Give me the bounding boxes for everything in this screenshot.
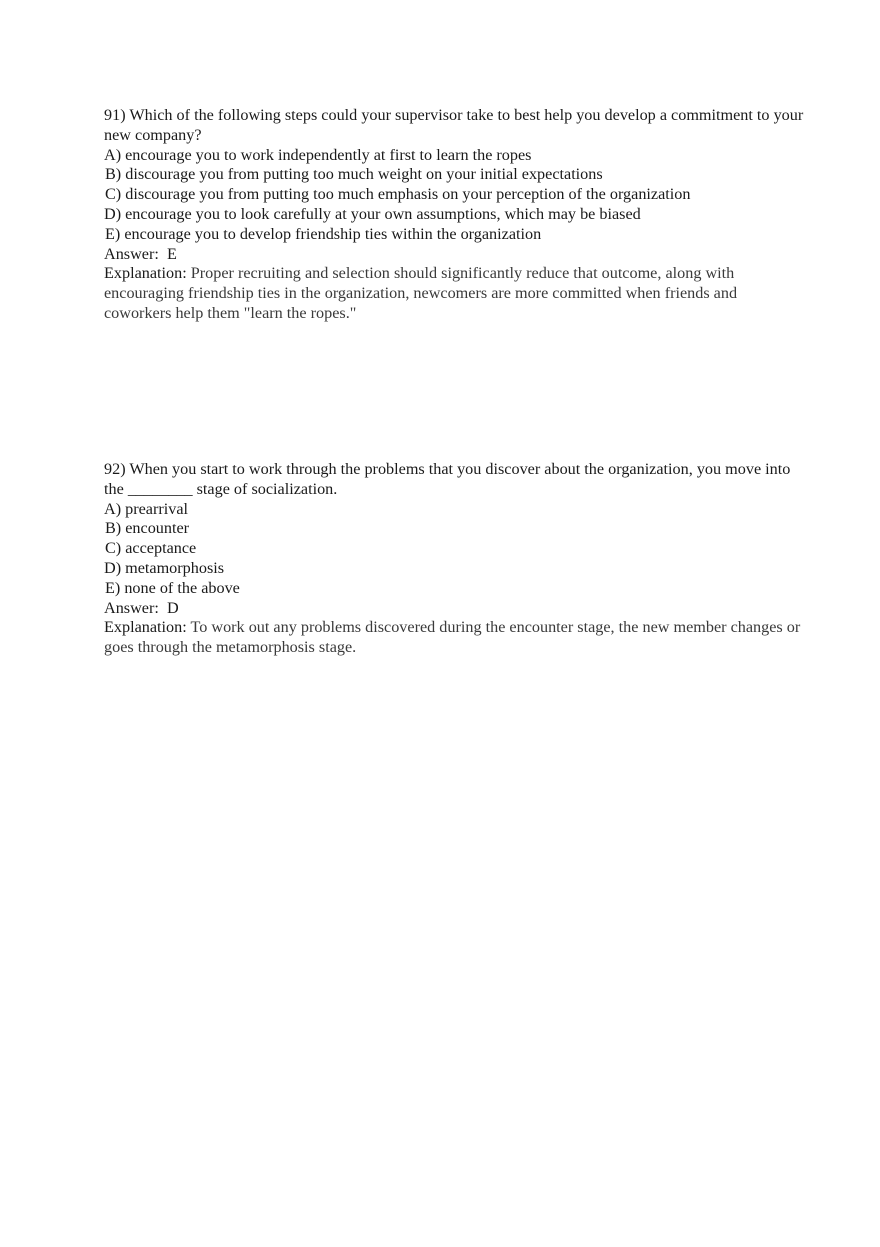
- option-e: E) encourage you to develop friendship ties within the organization: [105, 224, 542, 243]
- option-b: B) discourage you from putting too much weight on your initial expectations: [105, 165, 603, 184]
- answer-label: Answer:: [104, 598, 159, 617]
- question-92: [104, 460, 804, 658]
- question-number: 91): [104, 106, 126, 124]
- answer-line: [104, 245, 804, 265]
- option-c: C) acceptance: [105, 539, 197, 558]
- answer-value: D: [166, 598, 179, 617]
- explanation-text: To work out any problems discovered during the encounter stage, the new member changes or goes through the metamorphosis stage.: [104, 618, 801, 657]
- question-91: [104, 106, 804, 324]
- option-c: C) discourage you from putting too much emphasis on your perception of the organization: [105, 185, 691, 204]
- question-text: Which of the following steps could your supervisor take to best help you develop a commitment to your new company?: [104, 106, 804, 144]
- option-e: E) none of the above: [105, 578, 240, 597]
- option-a: A) prearrival: [104, 499, 189, 518]
- explanation-label: Explanation:: [104, 618, 187, 637]
- question-text: When you start to work through the problems that you discover about the organization, you move into the ________ stage of socialization.: [104, 460, 791, 498]
- option-a: A) encourage you to work independently at first to learn the ropes: [104, 145, 532, 164]
- answer-line: [104, 599, 804, 619]
- explanation-text: Proper recruiting and selection should significantly reduce that outcome, along with encouraging friendship ties in the organization, newcomers are more committed when friends and coworkers help them "learn the ropes.": [104, 264, 738, 322]
- question-stem: [104, 460, 804, 500]
- explanation: [104, 618, 804, 658]
- explanation: [104, 264, 804, 323]
- option-d: D) metamorphosis: [104, 558, 225, 577]
- option-d: D) encourage you to look carefully at your own assumptions, which may be biased: [104, 204, 641, 223]
- answer-value: E: [166, 244, 177, 263]
- question-stem: [104, 106, 804, 146]
- answer-label: Answer:: [104, 244, 159, 263]
- option-b: B) encounter: [105, 519, 190, 538]
- explanation-label: Explanation:: [104, 264, 187, 283]
- question-number: 92): [104, 460, 126, 478]
